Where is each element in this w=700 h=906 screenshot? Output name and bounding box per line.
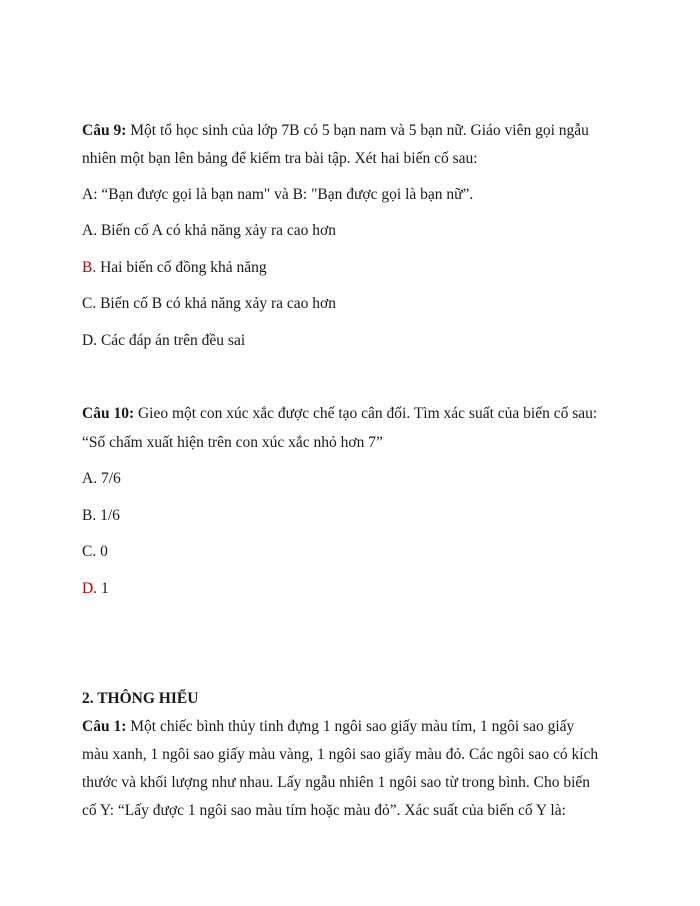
q10-option-a-letter: A. (82, 470, 98, 487)
q9-option-d-letter: D. (82, 332, 98, 349)
q9-option-c-letter: C. (82, 295, 97, 312)
q9-option-d-text: Các đáp án trên đều sai (97, 332, 246, 349)
q10-option-c-text: 0 (96, 543, 108, 560)
q9-option-c-text: Biến cố B có khả năng xảy ra cao hơn (96, 295, 336, 312)
q9-option-d (82, 331, 245, 351)
q10-option-c-letter: C. (82, 543, 97, 560)
q10-line-2: “Số chấm xuất hiện trên con xúc xắc nhỏ hơn 7” (82, 434, 383, 451)
q10-option-b (82, 506, 120, 526)
q10-option-b-letter: B. (82, 507, 97, 524)
q10-text: Gieo một con xúc xắc được chế tạo cân đối. Tìm xác suất của biến cố sau: (134, 405, 598, 422)
q10-line-1 (82, 404, 597, 424)
q9-line-3: A: “Bạn được gọi là bạn nam" và B: "Bạn được gọi là bạn nữ”. (82, 186, 474, 203)
q10-option-a (82, 469, 121, 489)
q9-text: Một tổ học sinh của lớp 7B có 5 bạn nam và 5 bạn nữ. Giáo viên gọi ngẫu (126, 122, 589, 139)
q10-option-d-letter: D. (82, 580, 98, 597)
q1-line-1 (82, 717, 574, 737)
q10-option-a-text: 7/6 (97, 470, 121, 487)
q10-option-d-text: 1 (97, 580, 109, 597)
q1-label: Câu 1: (82, 718, 127, 735)
q9-line-1 (82, 121, 589, 141)
q1-line-3: thước và khối lượng như nhau. Lấy ngẫu nhiên 1 ngôi sao từ trong bình. Cho biến (82, 774, 591, 791)
q10-option-c (82, 542, 108, 562)
q9-option-b-text: Hai biến cố đồng khả năng (96, 259, 267, 276)
q9-option-a-text: Biến cố A có khả năng xảy ra cao hơn (97, 222, 336, 239)
q9-option-b-letter: B. (82, 259, 97, 276)
q10-option-d (82, 579, 109, 599)
q10-option-b-text: 1/6 (96, 507, 120, 524)
q10-label: Câu 10: (82, 405, 135, 422)
section-heading: 2. THÔNG HIỂU (82, 690, 199, 707)
q9-option-a-letter: A. (82, 222, 98, 239)
q9-option-a (82, 221, 336, 241)
q9-option-b (82, 258, 267, 278)
q9-line-2: nhiên một bạn lên bảng để kiểm tra bài tập. Xét hai biến cố sau: (82, 150, 478, 167)
q1-line-4: cố Y: “Lấy được 1 ngôi sao màu tím hoặc màu đỏ”. Xác suất của biến cố Y là: (82, 802, 566, 819)
q9-label: Câu 9: (82, 122, 127, 139)
q1-line-2: màu xanh, 1 ngôi sao giấy màu vàng, 1 ngôi sao giấy màu đỏ. Các ngôi sao có kích (82, 746, 599, 763)
q9-option-c (82, 294, 336, 314)
q1-text: Một chiếc bình thủy tinh đựng 1 ngôi sao giấy màu tím, 1 ngôi sao giấy (126, 718, 575, 735)
